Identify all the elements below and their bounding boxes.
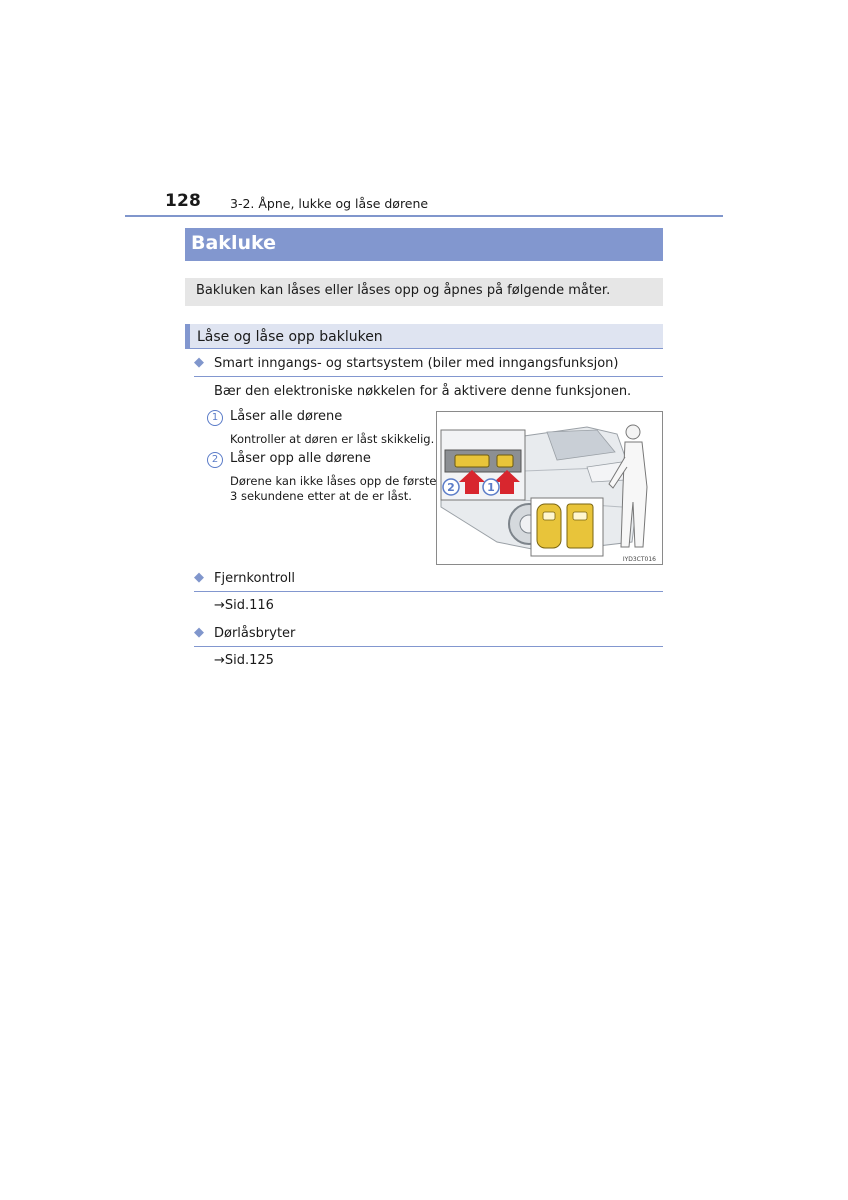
- handle-closeup-inset: [441, 430, 525, 500]
- header-divider: [125, 215, 723, 217]
- key-fob-inset: [531, 498, 603, 556]
- item-divider: [194, 376, 663, 377]
- step-number-2: 2: [207, 452, 223, 468]
- item-divider: [194, 646, 663, 647]
- diamond-icon: ◆: [194, 355, 204, 370]
- item-divider: [194, 591, 663, 592]
- chapter-title: 3-2. Åpne, lukke og låse dørene: [230, 196, 429, 211]
- item-description: Bær den elektroniske nøkkelen for å aktivere denne funksjonen.: [214, 384, 632, 399]
- step-number-1: 1: [207, 410, 223, 426]
- section-heading: Låse og låse opp bakluken: [197, 329, 383, 345]
- step-label-lock: Låser alle dørene: [230, 409, 343, 424]
- back-door-illustration: [436, 411, 663, 565]
- page-ref-remote[interactable]: →Sid.116: [214, 598, 274, 613]
- illustration-code: IYD3CT016: [622, 556, 656, 563]
- item-title-door-lock-switch: Dørlåsbryter: [214, 626, 296, 641]
- page-title: Bakluke: [191, 232, 276, 254]
- step-note-unlock-line2: 3 sekundene etter at de er låst.: [230, 489, 412, 503]
- item-title-remote: Fjernkontroll: [214, 571, 296, 586]
- item-title-smart-entry: Smart inngangs- og startsystem (biler med inngangsfunksjon): [214, 356, 619, 371]
- diamond-icon: ◆: [194, 570, 204, 585]
- step-label-unlock: Låser opp alle dørene: [230, 451, 371, 466]
- callout-1: 1: [487, 481, 495, 494]
- callout-2: 2: [447, 481, 455, 494]
- section-heading-underline: [185, 348, 663, 349]
- intro-text: Bakluken kan låses eller låses opp og åpnes på følgende måter.: [196, 283, 611, 298]
- page-ref-door-lock-switch[interactable]: →Sid.125: [214, 653, 274, 668]
- step-note-unlock-line1: Dørene kan ikke låses opp de første: [230, 474, 437, 488]
- page-number: 128: [165, 191, 202, 211]
- step-note-lock: Kontroller at døren er låst skikkelig.: [230, 432, 435, 446]
- diamond-icon: ◆: [194, 625, 204, 640]
